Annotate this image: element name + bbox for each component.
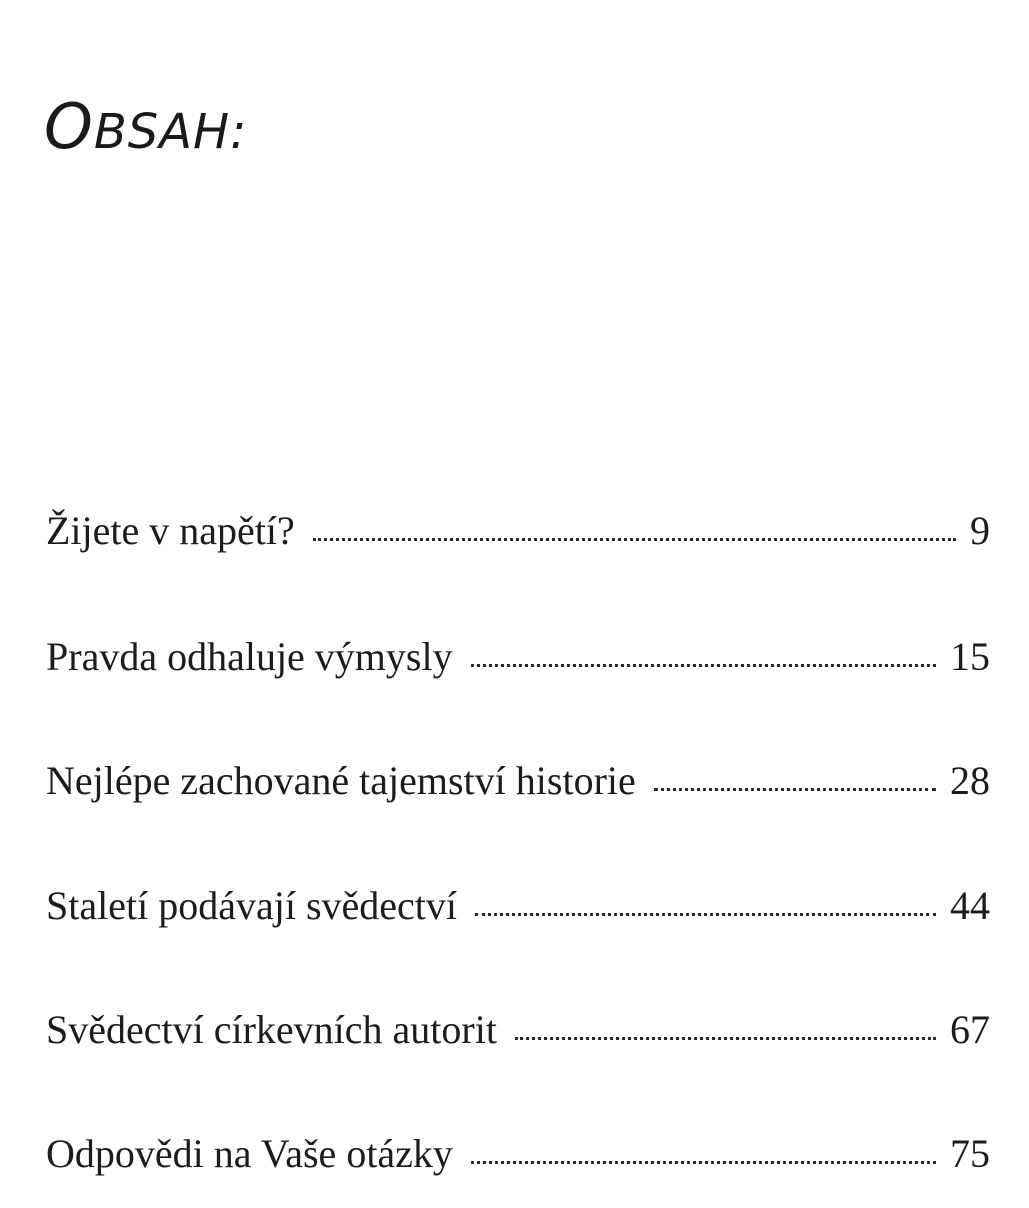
toc-entry-page: 67: [950, 1007, 990, 1052]
toc-entry-page: 75: [950, 1131, 990, 1176]
toc-entry: [46, 1006, 990, 1058]
toc-entry-title: Pravda odhaluje výmysly: [46, 634, 453, 679]
toc-entry: [46, 1130, 990, 1182]
title-initial: O: [44, 90, 94, 163]
dot-leader: [471, 1161, 936, 1164]
toc-entry-title: Žijete v napětí?: [46, 508, 295, 553]
dot-leader: [515, 1037, 936, 1040]
toc-entry: [46, 633, 990, 685]
page-title: [44, 90, 248, 163]
dot-leader: [654, 788, 936, 791]
dot-leader: [313, 538, 956, 541]
toc-entry-page: 44: [950, 883, 990, 928]
toc-entry: [46, 757, 990, 809]
toc-entry-page: 9: [970, 508, 990, 553]
toc-entry-page: 15: [950, 634, 990, 679]
dot-leader: [471, 664, 936, 667]
dot-leader: [475, 913, 936, 916]
toc-entry: [46, 507, 990, 559]
toc-entry-title: Staletí podávají svědectví: [46, 883, 457, 928]
title-rest: BSAH:: [93, 104, 248, 160]
toc-entry: [46, 882, 990, 934]
toc-entry-title: Svědectví církevních autorit: [46, 1007, 497, 1052]
toc-entry-title: Nejlépe zachované tajemství historie: [46, 758, 636, 803]
toc-entry-title: Odpovědi na Vaše otázky: [46, 1131, 453, 1176]
toc-entry-page: 28: [950, 758, 990, 803]
